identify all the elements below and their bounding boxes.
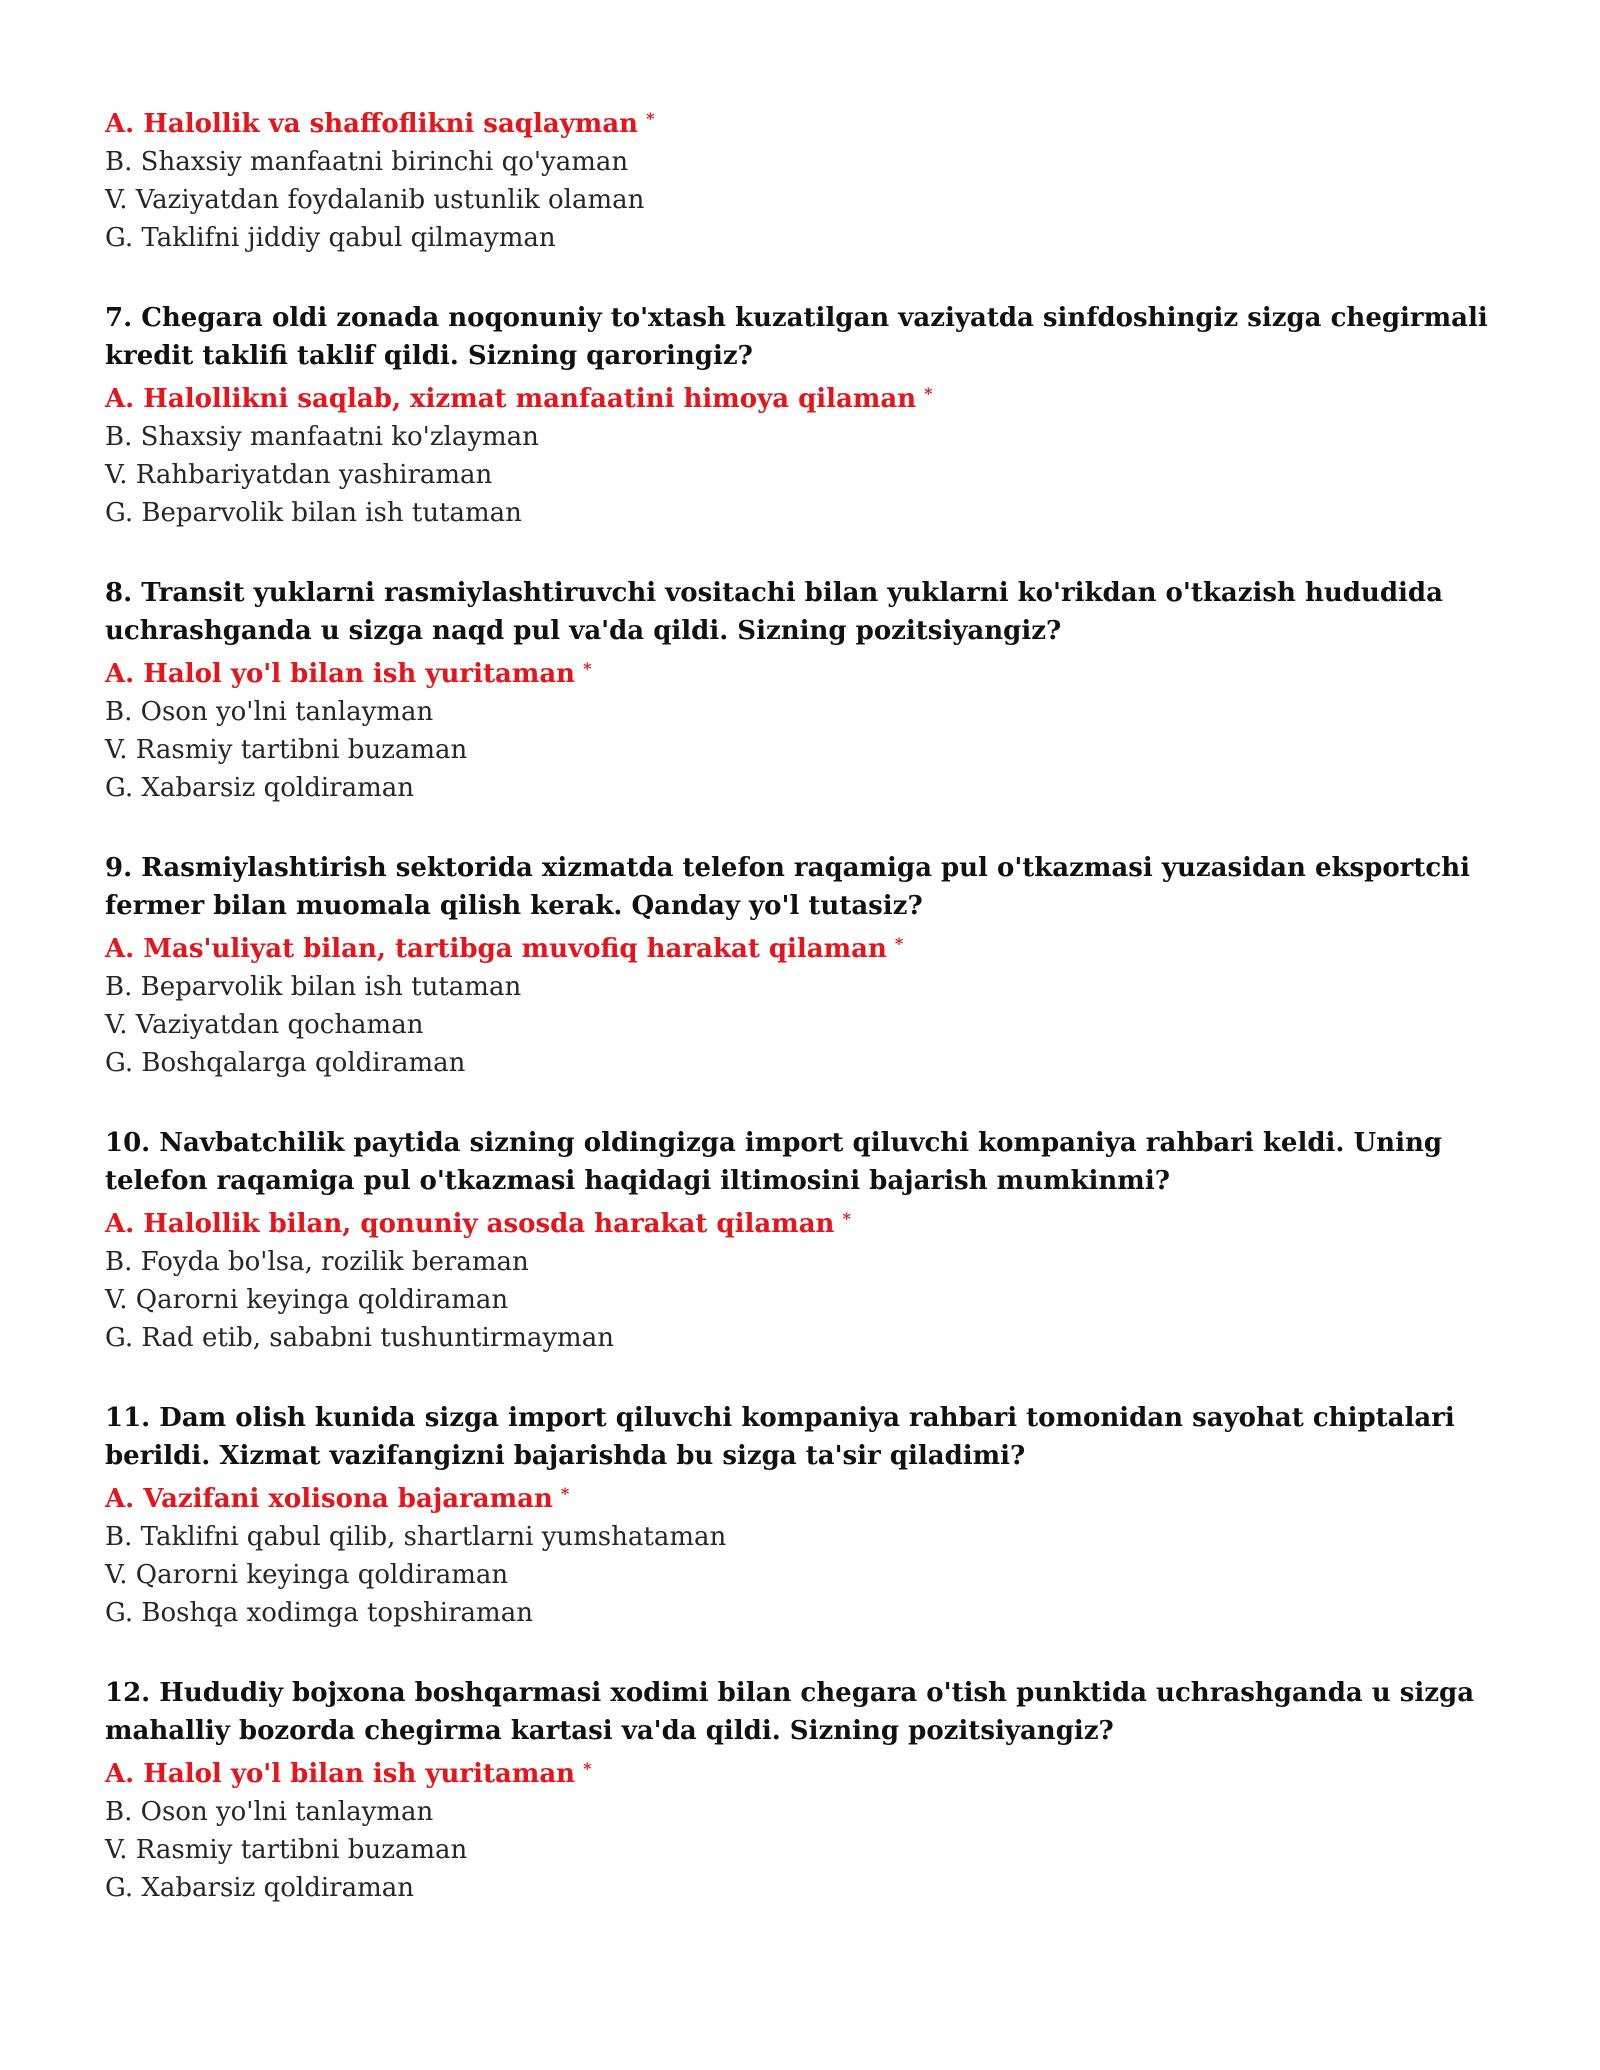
question-block-8 (105, 574, 1505, 807)
answer-b: B. Shaxsiy manfaatni birinchi qo'yaman (105, 147, 629, 177)
answer-a-correct: A. Halollik va shaffoflikni saqlayman * (105, 109, 655, 139)
question-block-11 (105, 1399, 1505, 1632)
correct-marker: * (560, 1484, 570, 1503)
answer-b: B. Foyda bo'lsa, rozilik beraman (105, 1247, 529, 1277)
answer-g: G. Rad etib, sababni tushuntirmayman (105, 1323, 614, 1353)
answer-a-correct: A. Mas'uliyat bilan, tartibga muvofiq harakat qilaman * (105, 934, 904, 964)
answer-a-correct: A. Halol yo'l bilan ish yuritaman * (105, 659, 592, 689)
answer-v: V. Rasmiy tartibni buzaman (105, 735, 468, 765)
correct-marker: * (842, 1209, 851, 1228)
question-block-12 (105, 1674, 1505, 1907)
answer-b: B. Shaxsiy manfaatni ko'zlayman (105, 422, 539, 452)
answer-v: V. Rasmiy tartibni buzaman (105, 1835, 468, 1865)
answer-a-correct: A. Halol yo'l bilan ish yuritaman * (105, 1759, 592, 1789)
question-block-7 (105, 299, 1505, 532)
answer-b: B. Beparvolik bilan ish tutaman (105, 972, 522, 1002)
question-text: 11. Dam olish kunida sizga import qiluvchi kompaniya rahbari tomonidan sayohat chiptalari berildi. Xizmat vazifangizni bajarishda bu sizga ta'sir qiladimi? (105, 1403, 1455, 1471)
correct-marker: * (583, 1759, 592, 1778)
answer-a-correct: A. Halollikni saqlab, xizmat manfaatini himoya qilaman * (105, 384, 933, 414)
answer-g: G. Beparvolik bilan ish tutaman (105, 498, 522, 528)
answer-a-correct: A. Halollik bilan, qonuniy asosda harakat qilaman * (105, 1209, 851, 1239)
quiz-document (105, 100, 1505, 1949)
answer-g: G. Boshqa xodimga topshiraman (105, 1598, 533, 1628)
correct-marker: * (924, 384, 933, 403)
question-block-10 (105, 1124, 1505, 1357)
answer-g: G. Xabarsiz qoldiraman (105, 1873, 414, 1903)
answer-v: V. Vaziyatdan foydalanib ustunlik olaman (105, 185, 645, 215)
correct-marker: * (894, 934, 904, 953)
answer-v: V. Qarorni keyinga qoldiraman (105, 1285, 509, 1315)
correct-marker: * (583, 659, 592, 678)
answer-v: V. Qarorni keyinga qoldiraman (105, 1560, 509, 1590)
answer-a-correct: A. Vazifani xolisona bajaraman * (105, 1484, 570, 1514)
question-text: 9. Rasmiylashtirish sektorida xizmatda telefon raqamiga pul o'tkazmasi yuzasidan eksportchi fermer bilan muomala qilish kerak. Qanday yo'l tutasiz? (105, 853, 1470, 921)
answer-v: V. Rahbariyatdan yashiraman (105, 460, 493, 490)
question-block-9 (105, 849, 1505, 1082)
question-text: 12. Hududiy bojxona boshqarmasi xodimi bilan chegara o'tish punktida uchrashganda u sizga mahalliy bozorda chegirma kartasi va'da qildi. Sizning pozitsiyangiz? (105, 1678, 1475, 1746)
answer-v: V. Vaziyatdan qochaman (105, 1010, 424, 1040)
answer-g: G. Taklifni jiddiy qabul qilmayman (105, 223, 556, 253)
answer-g: G. Xabarsiz qoldiraman (105, 773, 414, 803)
answer-b: B. Taklifni qabul qilib, shartlarni yumshataman (105, 1522, 727, 1552)
question-text: 8. Transit yuklarni rasmiylashtiruvchi vositachi bilan yuklarni ko'rikdan o'tkazish hududida uchrashganda u sizga naqd pul va'da qildi. Sizning pozitsiyangiz? (105, 578, 1443, 646)
correct-marker: * (646, 109, 655, 128)
answer-b: B. Oson yo'lni tanlayman (105, 697, 434, 727)
answer-g: G. Boshqalarga qoldiraman (105, 1048, 466, 1078)
question-text: 7. Chegara oldi zonada noqonuniy to'xtash kuzatilgan vaziyatda sinfdoshingiz sizga chegirmali kredit taklifi taklif qildi. Sizning qaroringiz? (105, 303, 1488, 371)
question-text: 10. Navbatchilik paytida sizning oldingizga import qiluvchi kompaniya rahbari keldi. Uning telefon raqamiga pul o'tkazmasi haqidagi iltimosini bajarish mumkinmi? (105, 1128, 1443, 1196)
answer-b: B. Oson yo'lni tanlayman (105, 1797, 434, 1827)
question-block-6-options (105, 100, 1505, 257)
